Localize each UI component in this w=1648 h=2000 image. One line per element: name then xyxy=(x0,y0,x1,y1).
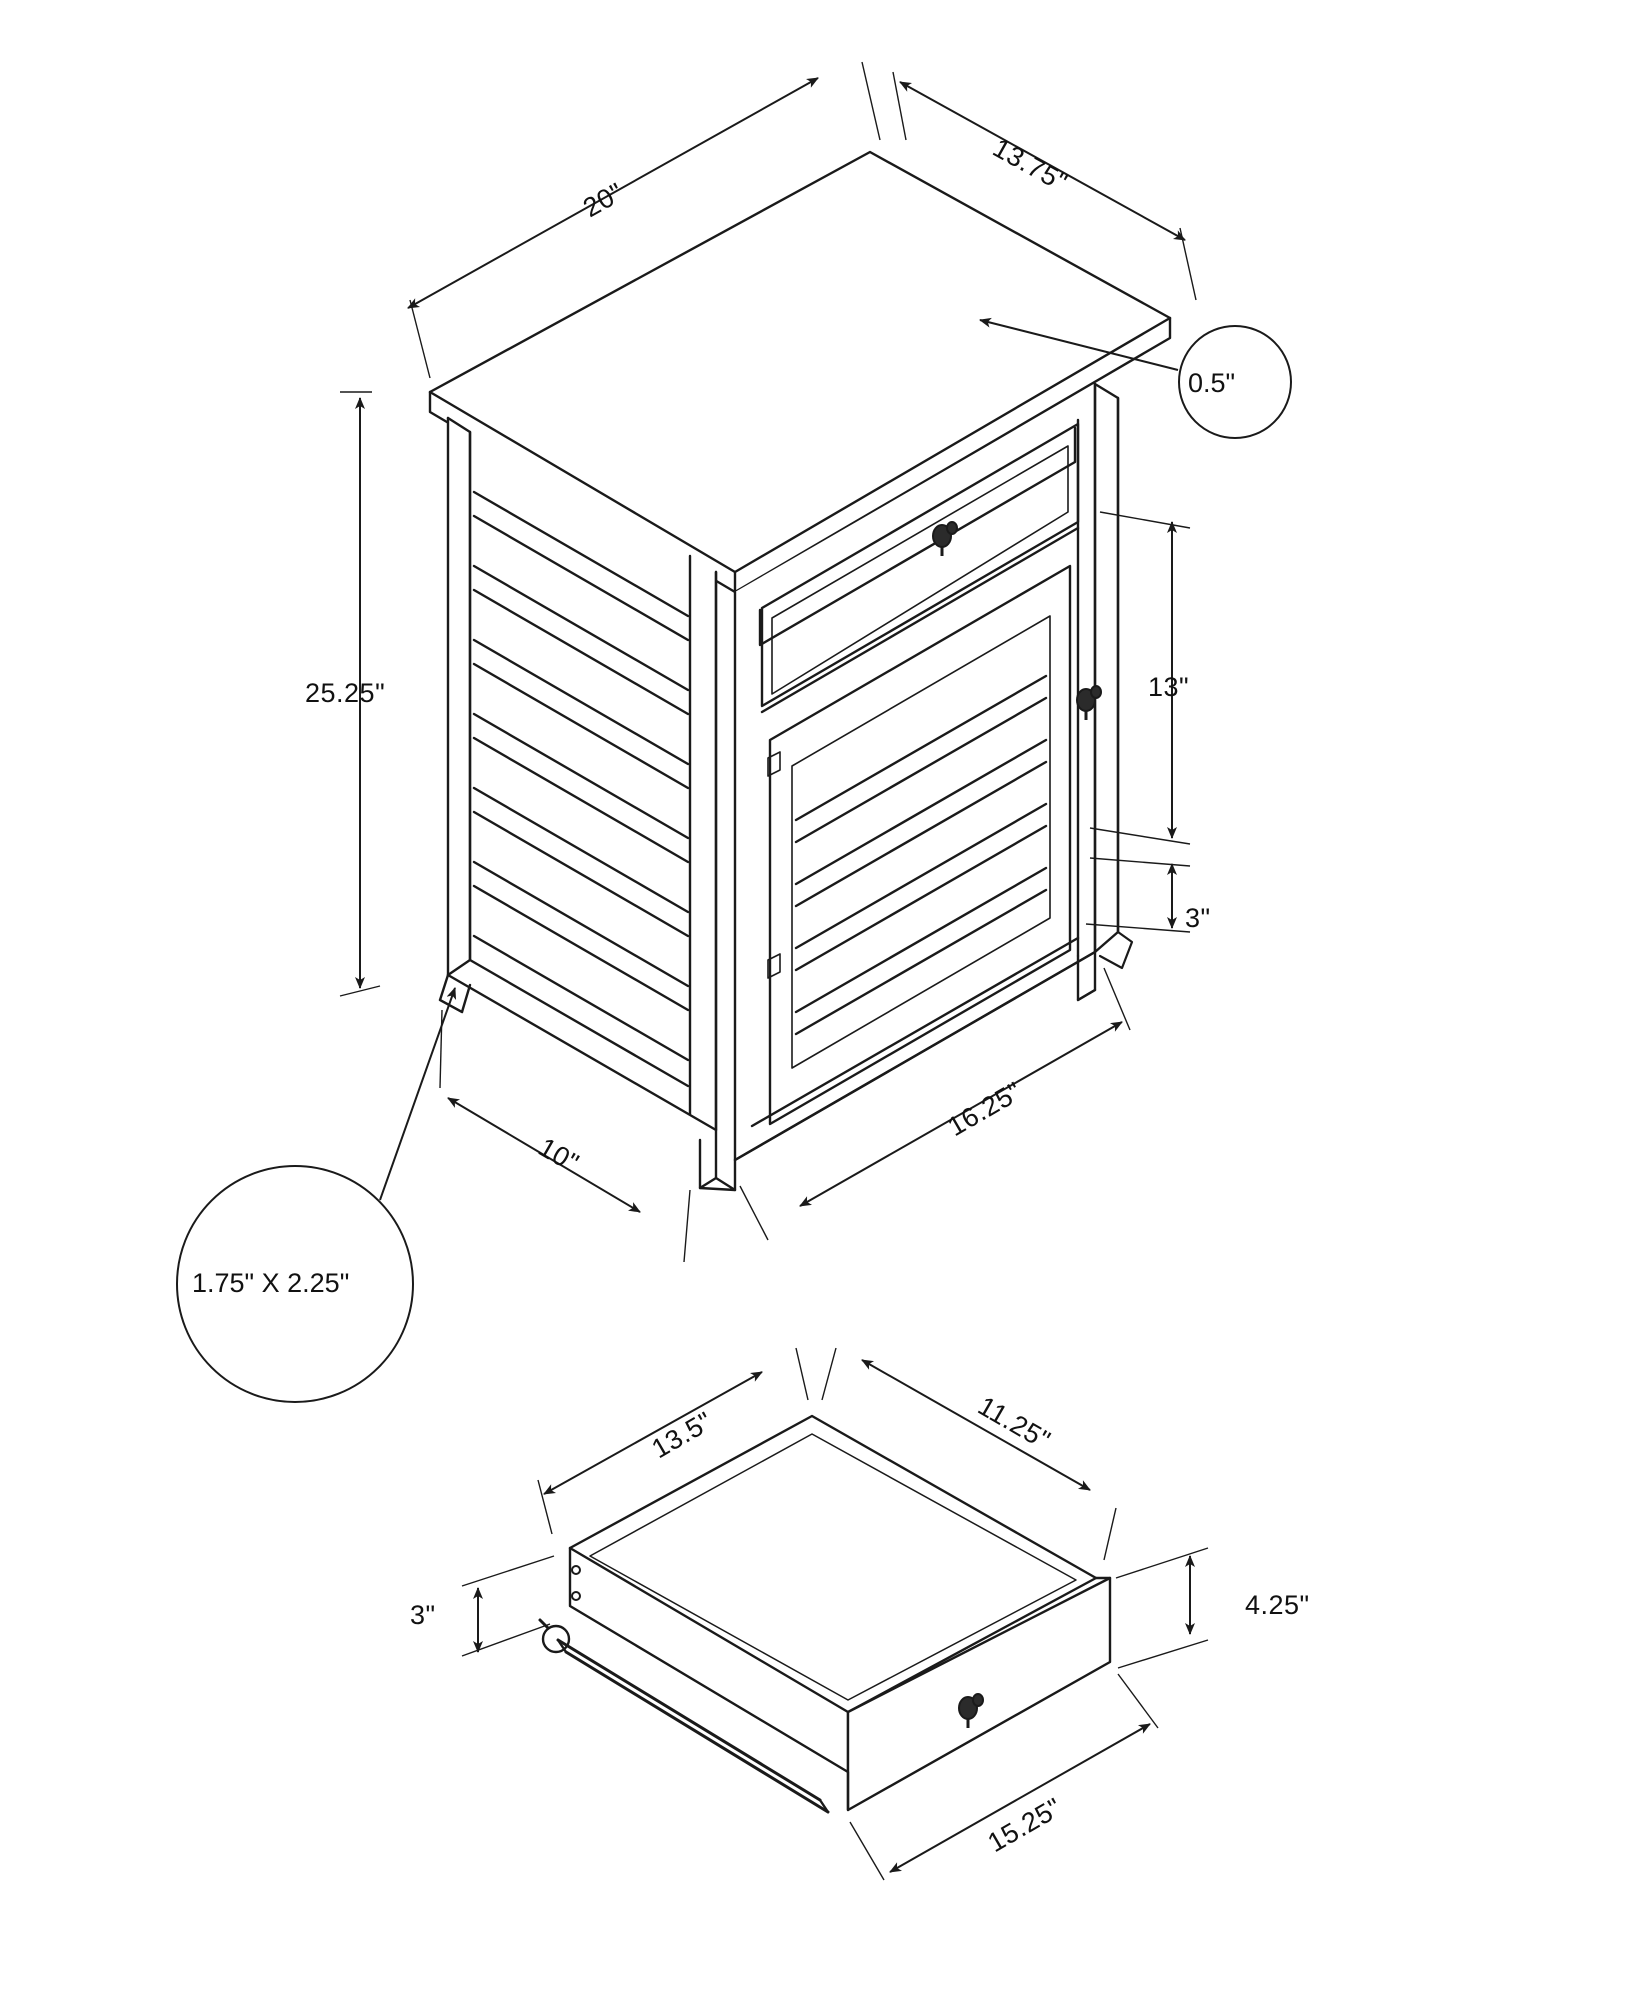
dimension-label-side-depth: 10" xyxy=(533,1131,585,1179)
dimension-label-total-height: 25.25" xyxy=(305,678,386,708)
callout-label-leg-section: 1.75" X 2.25" xyxy=(192,1268,350,1298)
dimension-label-drawer-width: 11.25" xyxy=(972,1390,1056,1456)
dimension-label-drawer-front-height: 4.25" xyxy=(1245,1590,1310,1620)
cabinet-figure xyxy=(430,152,1170,1190)
callout-label-top-thickness: 0.5" xyxy=(1188,368,1236,398)
dimension-label-drawer-side-height: 3" xyxy=(410,1600,436,1630)
drawer-figure xyxy=(540,1416,1110,1812)
dimension-label-top-depth: 13.75" xyxy=(987,132,1073,198)
dimension-label-top-width: 20" xyxy=(578,176,629,224)
dimension-label-front-width: 16.25" xyxy=(942,1076,1028,1143)
dimension-label-base-height: 3" xyxy=(1185,903,1211,933)
dimension-label-drawer-front-width: 15.25" xyxy=(982,1792,1068,1859)
dimension-label-drawer-depth: 13.5" xyxy=(646,1405,718,1465)
dimension-label-door-height: 13" xyxy=(1148,672,1190,702)
